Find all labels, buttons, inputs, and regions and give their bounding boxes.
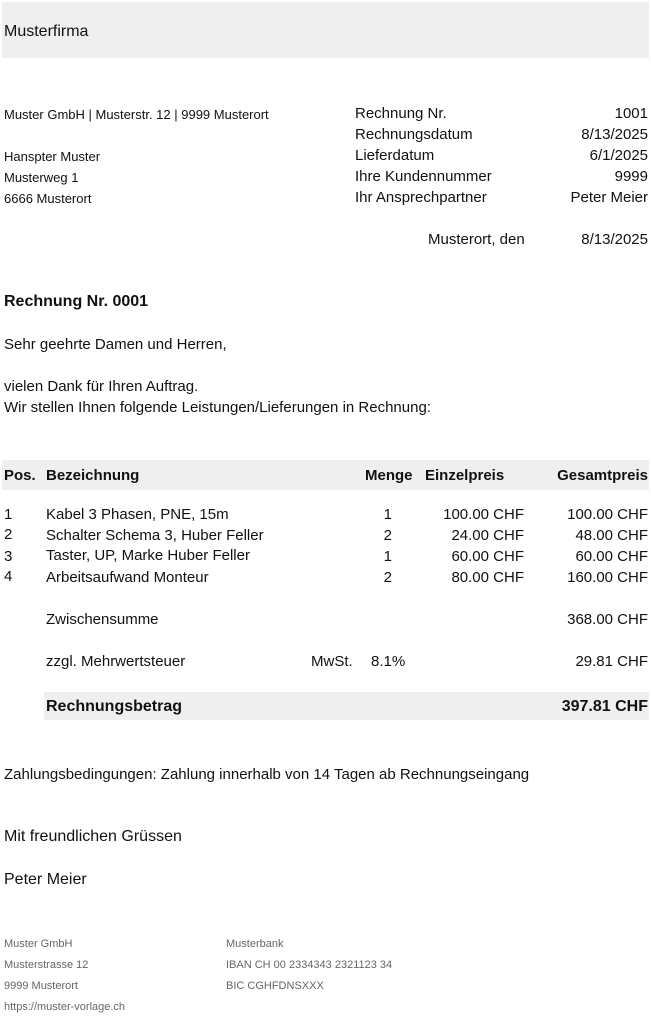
row-3-unit-price: 60.00 CHF [451,548,524,565]
row-1-total: 100.00 CHF [567,506,648,523]
footer-company-city: 9999 Musterort [4,980,78,992]
row-4-total: 160.00 CHF [567,569,648,586]
row-2-total: 48.00 CHF [575,527,648,544]
meta-value-customer-no: 9999 [614,168,648,185]
header-unit-price: Einzelpreis [425,467,505,484]
header-banner [2,2,649,58]
row-1-quantity: 1 [383,506,392,523]
vat-label: zzgl. Mehrwertsteuer [46,653,186,670]
meta-value-delivery-date: 6/1/2025 [589,147,648,164]
row-1-description: Kabel 3 Phasen, PNE, 15m [46,506,229,523]
header-description: Bezeichnung [46,467,140,484]
row-1-unit-price: 100.00 CHF [443,506,524,523]
recipient-street: Musterweg 1 [4,170,79,185]
company-name: Musterfirma [4,23,89,40]
recipient-city: 6666 Musterort [4,191,92,206]
meta-label-customer-no: Ihre Kundennummer [355,168,492,185]
meta-label-invoice-no: Rechnung Nr. [355,105,447,122]
signature-name: Peter Meier [4,871,87,888]
row-3-description: Taster, UP, Marke Huber Feller [46,547,250,564]
row-2-description: Schalter Schema 3, Huber Feller [46,527,264,544]
footer-company-name: Muster GmbH [4,938,73,950]
subtotal-value: 368.00 CHF [567,611,648,628]
greeting: Sehr geehrte Damen und Herren, [4,336,227,353]
footer-bank-bic: BIC CGHFDNSXXX [226,980,324,992]
row-2-unit-price: 24.00 CHF [451,527,524,544]
footer-bank-iban: IBAN CH 00 2334343 2321123 34 [226,959,393,971]
meta-value-contact: Peter Meier [570,189,648,206]
row-2-quantity: 2 [383,527,392,544]
row-2-pos: 2 [4,526,13,543]
header-pos: Pos. [4,467,36,484]
header-total-price: Gesamtpreis [557,467,648,484]
sender-line: Muster GmbH | Musterstr. 12 | 9999 Musterort [4,107,269,122]
meta-label-invoice-date: Rechnungsdatum [355,126,473,143]
place-date-label: Musterort, den [428,231,525,248]
header-quantity: Menge [365,467,413,484]
vat-value: 29.81 CHF [575,653,648,670]
payment-terms: Zahlungsbedingungen: Zahlung innerhalb von 14 Tagen ab Rechnungseingang [4,766,530,783]
footer-company-street: Musterstrasse 12 [4,959,89,971]
recipient-name: Hanspter Muster [4,149,101,164]
grand-total-label: Rechnungsbetrag [46,698,183,715]
intro-line-1: vielen Dank für Ihren Auftrag. [4,378,199,395]
row-3-quantity: 1 [383,548,392,565]
row-3-total: 60.00 CHF [575,548,648,565]
closing: Mit freundlichen Grüssen [4,828,182,845]
invoice-title: Rechnung Nr. 0001 [4,293,149,310]
grand-total-value: 397.81 CHF [561,698,648,715]
row-1-pos: 1 [4,506,13,523]
vat-rate: 8.1% [371,653,406,670]
row-4-description: Arbeitsaufwand Monteur [46,569,209,586]
meta-value-invoice-no: 1001 [614,105,648,122]
meta-value-invoice-date: 8/13/2025 [581,126,648,143]
intro-line-2: Wir stellen Ihnen folgende Leistungen/Lieferungen in Rechnung: [4,399,431,416]
place-date-value: 8/13/2025 [581,231,648,248]
footer-bank-name: Musterbank [226,938,284,950]
vat-abbr: MwSt. [311,653,353,670]
row-4-quantity: 2 [383,569,392,586]
row-4-pos: 4 [4,568,13,585]
subtotal-label: Zwischensumme [46,611,159,628]
footer-company-website[interactable]: https://muster-vorlage.ch [4,1001,126,1013]
meta-label-delivery-date: Lieferdatum [355,147,435,164]
row-4-unit-price: 80.00 CHF [451,569,524,586]
meta-label-contact: Ihr Ansprechpartner [355,189,487,206]
row-3-pos: 3 [4,548,13,565]
